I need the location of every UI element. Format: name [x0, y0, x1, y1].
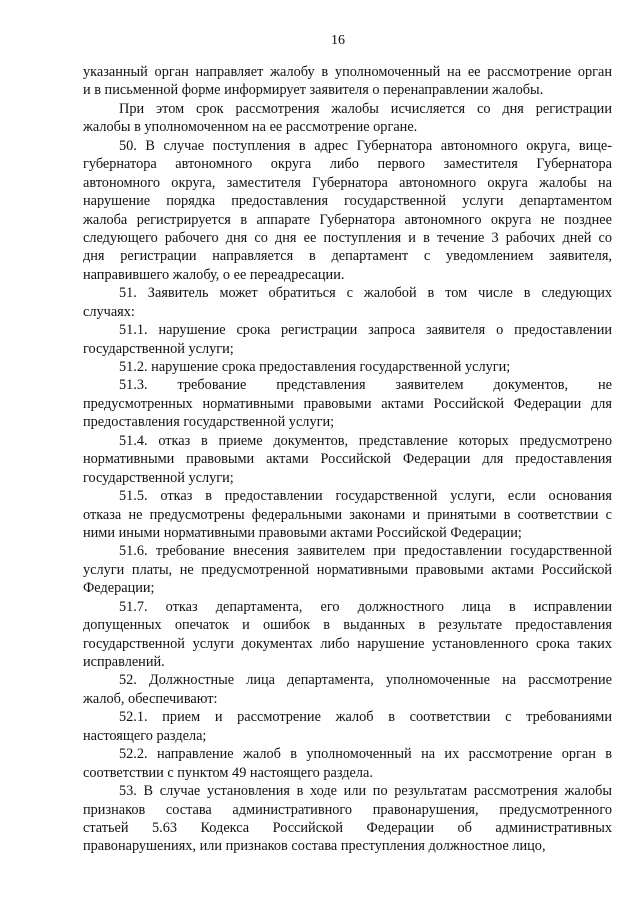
paragraph: [83, 782, 612, 856]
text-line: 51. Заявитель может обратиться с жалобой в том числе в следующих: [119, 285, 612, 302]
text-line: жалоба регистрируется в аппарате Губернатора автономного округа не позднее: [83, 211, 612, 228]
text-line: случаях:: [83, 303, 135, 320]
text-line: 51.2. нарушение срока предоставления государственной услуги;: [119, 359, 511, 375]
text-line: исправлений.: [83, 654, 165, 670]
text-line: ними иными нормативными правовыми актами Российской Федерации;: [83, 524, 522, 541]
paragraph: [83, 63, 612, 100]
text-line: губернатора автономного округа либо первого заместителя Губернатора: [83, 156, 612, 173]
text-line: 51.4. отказ в приеме документов, представление которых предусмотрено: [119, 432, 612, 449]
text-line: признаков состава административного правонарушения, предусмотренного: [83, 801, 612, 818]
text-line: 51.5. отказ в предоставлении государственной услуги, если основания: [119, 488, 612, 505]
text-line: При этом срок рассмотрения жалобы исчисляется со дня регистрации: [119, 100, 612, 117]
text-line: и в письменной форме информирует заявителя о перенаправлении жалобы.: [83, 82, 544, 99]
text-line: 51.1. нарушение срока регистрации запроса заявителя о предоставлении: [119, 322, 612, 339]
text-line: отказа не предусмотрены федеральными законами и принятыми в соответствии с: [83, 506, 612, 523]
text-line: 51.3. требование представления заявителем документов, не: [119, 377, 612, 394]
text-line: указанный орган направляет жалобу в уполномоченный на ее рассмотрение орган: [83, 64, 612, 80]
paragraph: [83, 321, 612, 358]
text-line: 53. В случае установления в ходе или по результатам рассмотрения жалобы: [119, 783, 612, 800]
text-line: дня регистрации направляется в департамент с уведомлением заявителя,: [83, 248, 612, 265]
paragraph: [83, 542, 612, 597]
paragraph: [83, 358, 612, 376]
text-line: жалобы в уполномоченном на ее рассмотрение органе.: [83, 119, 418, 136]
text-line: 51.6. требование внесения заявителем при предоставлении государственной: [119, 543, 612, 560]
paragraph: [83, 432, 612, 487]
body-text: [83, 63, 612, 856]
text-line: государственной услуги;: [83, 340, 234, 357]
paragraph: [83, 376, 612, 431]
text-line: соответствии с пунктом 49 настоящего раздела.: [83, 764, 373, 781]
text-line: Федерации;: [83, 580, 155, 597]
paragraph: [83, 284, 612, 321]
paragraph: [83, 671, 612, 708]
text-line: государственной услуги;: [83, 469, 234, 486]
text-line: следующего рабочего дня со дня ее поступления и в течение 3 рабочих дней со: [83, 229, 612, 246]
paragraph: [83, 100, 612, 137]
text-line: предусмотренных нормативными правовыми актами Российской Федерации для: [83, 395, 612, 412]
paragraph: [83, 745, 612, 782]
text-line: настоящего раздела;: [83, 727, 207, 744]
text-line: статьей 5.63 Кодекса Российской Федерации об административных: [83, 819, 612, 836]
text-line: направившего жалобу, о ее переадресации.: [83, 266, 345, 283]
text-line: жалоб, обеспечивают:: [83, 690, 218, 707]
text-line: 52. Должностные лица департамента, уполномоченные на рассмотрение: [119, 672, 612, 689]
text-line: автономного округа, заместителя Губернатора автономного округа жалобы на: [83, 174, 612, 191]
text-line: 52.1. прием и рассмотрение жалоб в соответствии с требованиями: [119, 709, 612, 726]
text-line: предоставления государственной услуги;: [83, 414, 335, 431]
text-line: 51.7. отказ департамента, его должностного лица в исправлении: [119, 598, 612, 615]
paragraph: [83, 487, 612, 542]
paragraph: [83, 708, 612, 745]
text-line: правонарушениях, или признаков состава преступления должностное лицо,: [83, 838, 546, 855]
text-line: нарушение порядка предоставления государственной услуги департаментом: [83, 193, 612, 210]
paragraph: [83, 137, 612, 285]
paragraph: [83, 598, 612, 672]
text-line: услуги платы, не предусмотренной нормативными правовыми актами Российской: [83, 561, 612, 578]
text-line: 50. В случае поступления в адрес Губернатора автономного округа, вице-: [119, 137, 612, 154]
text-line: нормативными правовыми актами Российской Федерации для предоставления: [83, 451, 612, 468]
text-line: государственной услуги документах либо нарушение установленного срока таких: [83, 635, 612, 652]
page-number: 16: [331, 33, 345, 48]
text-line: 52.2. направление жалоб в уполномоченный на их рассмотрение орган в: [119, 746, 612, 763]
text-line: допущенных опечаток и ошибок в выданных в результате предоставления: [83, 617, 612, 634]
